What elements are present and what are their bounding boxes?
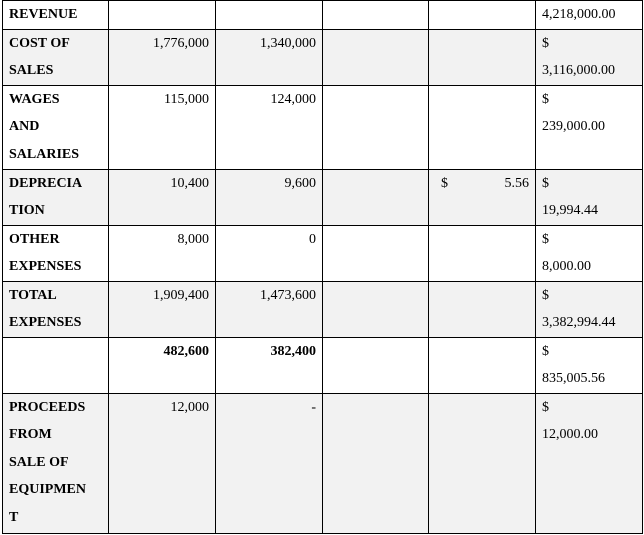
- table-row-net: [3, 337, 643, 393]
- table-row-cost-of-sales: [3, 29, 643, 85]
- cell-col3: [323, 169, 429, 225]
- table-row-depreciation: [3, 169, 643, 225]
- cell-col1: 115,000: [109, 85, 216, 169]
- cell-col4: [429, 85, 536, 169]
- financial-table: [2, 0, 643, 534]
- table-row-total-expenses: [3, 281, 643, 337]
- cell-total: $ 8,000.00: [536, 225, 643, 281]
- cell-col4: [429, 1, 536, 30]
- cell-col2: 124,000: [216, 85, 323, 169]
- cell-col2: 382,400: [216, 337, 323, 393]
- cell-total: $ 3,382,994.44: [536, 281, 643, 337]
- row-label: DEPRECIA TION: [3, 169, 109, 225]
- cell-col1: 12,000: [109, 393, 216, 533]
- cell-col4-value: 5.56: [504, 175, 529, 191]
- cell-total: $ 239,000.00: [536, 85, 643, 169]
- cell-col1: 482,600: [109, 337, 216, 393]
- cell-col4: [429, 281, 536, 337]
- cell-col2: [216, 1, 323, 30]
- cell-total: 4,218,000.00: [536, 1, 643, 30]
- cell-col2: 9,600: [216, 169, 323, 225]
- table-row-proceeds: [3, 393, 643, 533]
- cell-col2: 1,473,600: [216, 281, 323, 337]
- cell-col3: [323, 1, 429, 30]
- currency-symbol: $: [441, 175, 448, 191]
- cell-col2: 0: [216, 225, 323, 281]
- cell-col3: [323, 85, 429, 169]
- cell-col3: [323, 225, 429, 281]
- cell-col4: [429, 393, 536, 533]
- cell-col1: 1,776,000: [109, 29, 216, 85]
- cell-total: $ 12,000.00: [536, 393, 643, 533]
- row-label: OTHER EXPENSES: [3, 225, 109, 281]
- table-row-other-expenses: [3, 225, 643, 281]
- row-label: REVENUE: [3, 1, 109, 30]
- cell-col3: [323, 29, 429, 85]
- cell-col4: [429, 169, 536, 225]
- cell-col4: [429, 337, 536, 393]
- table-row-wages: [3, 85, 643, 169]
- cell-col1: 8,000: [109, 225, 216, 281]
- cell-col4: [429, 29, 536, 85]
- row-label: PROCEEDS FROM SALE OF EQUIPMEN T: [3, 393, 109, 533]
- cell-col3: [323, 393, 429, 533]
- cell-col3: [323, 337, 429, 393]
- row-label: WAGES AND SALARIES: [3, 85, 109, 169]
- cell-col4: [429, 225, 536, 281]
- cell-total: $ 3,116,000.00: [536, 29, 643, 85]
- row-label: COST OF SALES: [3, 29, 109, 85]
- cell-col1: [109, 1, 216, 30]
- table-row-revenue: [3, 1, 643, 30]
- row-label: TOTAL EXPENSES: [3, 281, 109, 337]
- cell-total: $ 835,005.56: [536, 337, 643, 393]
- cell-col3: [323, 281, 429, 337]
- row-label: [3, 337, 109, 393]
- cell-col2: -: [216, 393, 323, 533]
- cell-col1: 10,400: [109, 169, 216, 225]
- cell-total: $ 19,994.44: [536, 169, 643, 225]
- cell-col2: 1,340,000: [216, 29, 323, 85]
- cell-col1: 1,909,400: [109, 281, 216, 337]
